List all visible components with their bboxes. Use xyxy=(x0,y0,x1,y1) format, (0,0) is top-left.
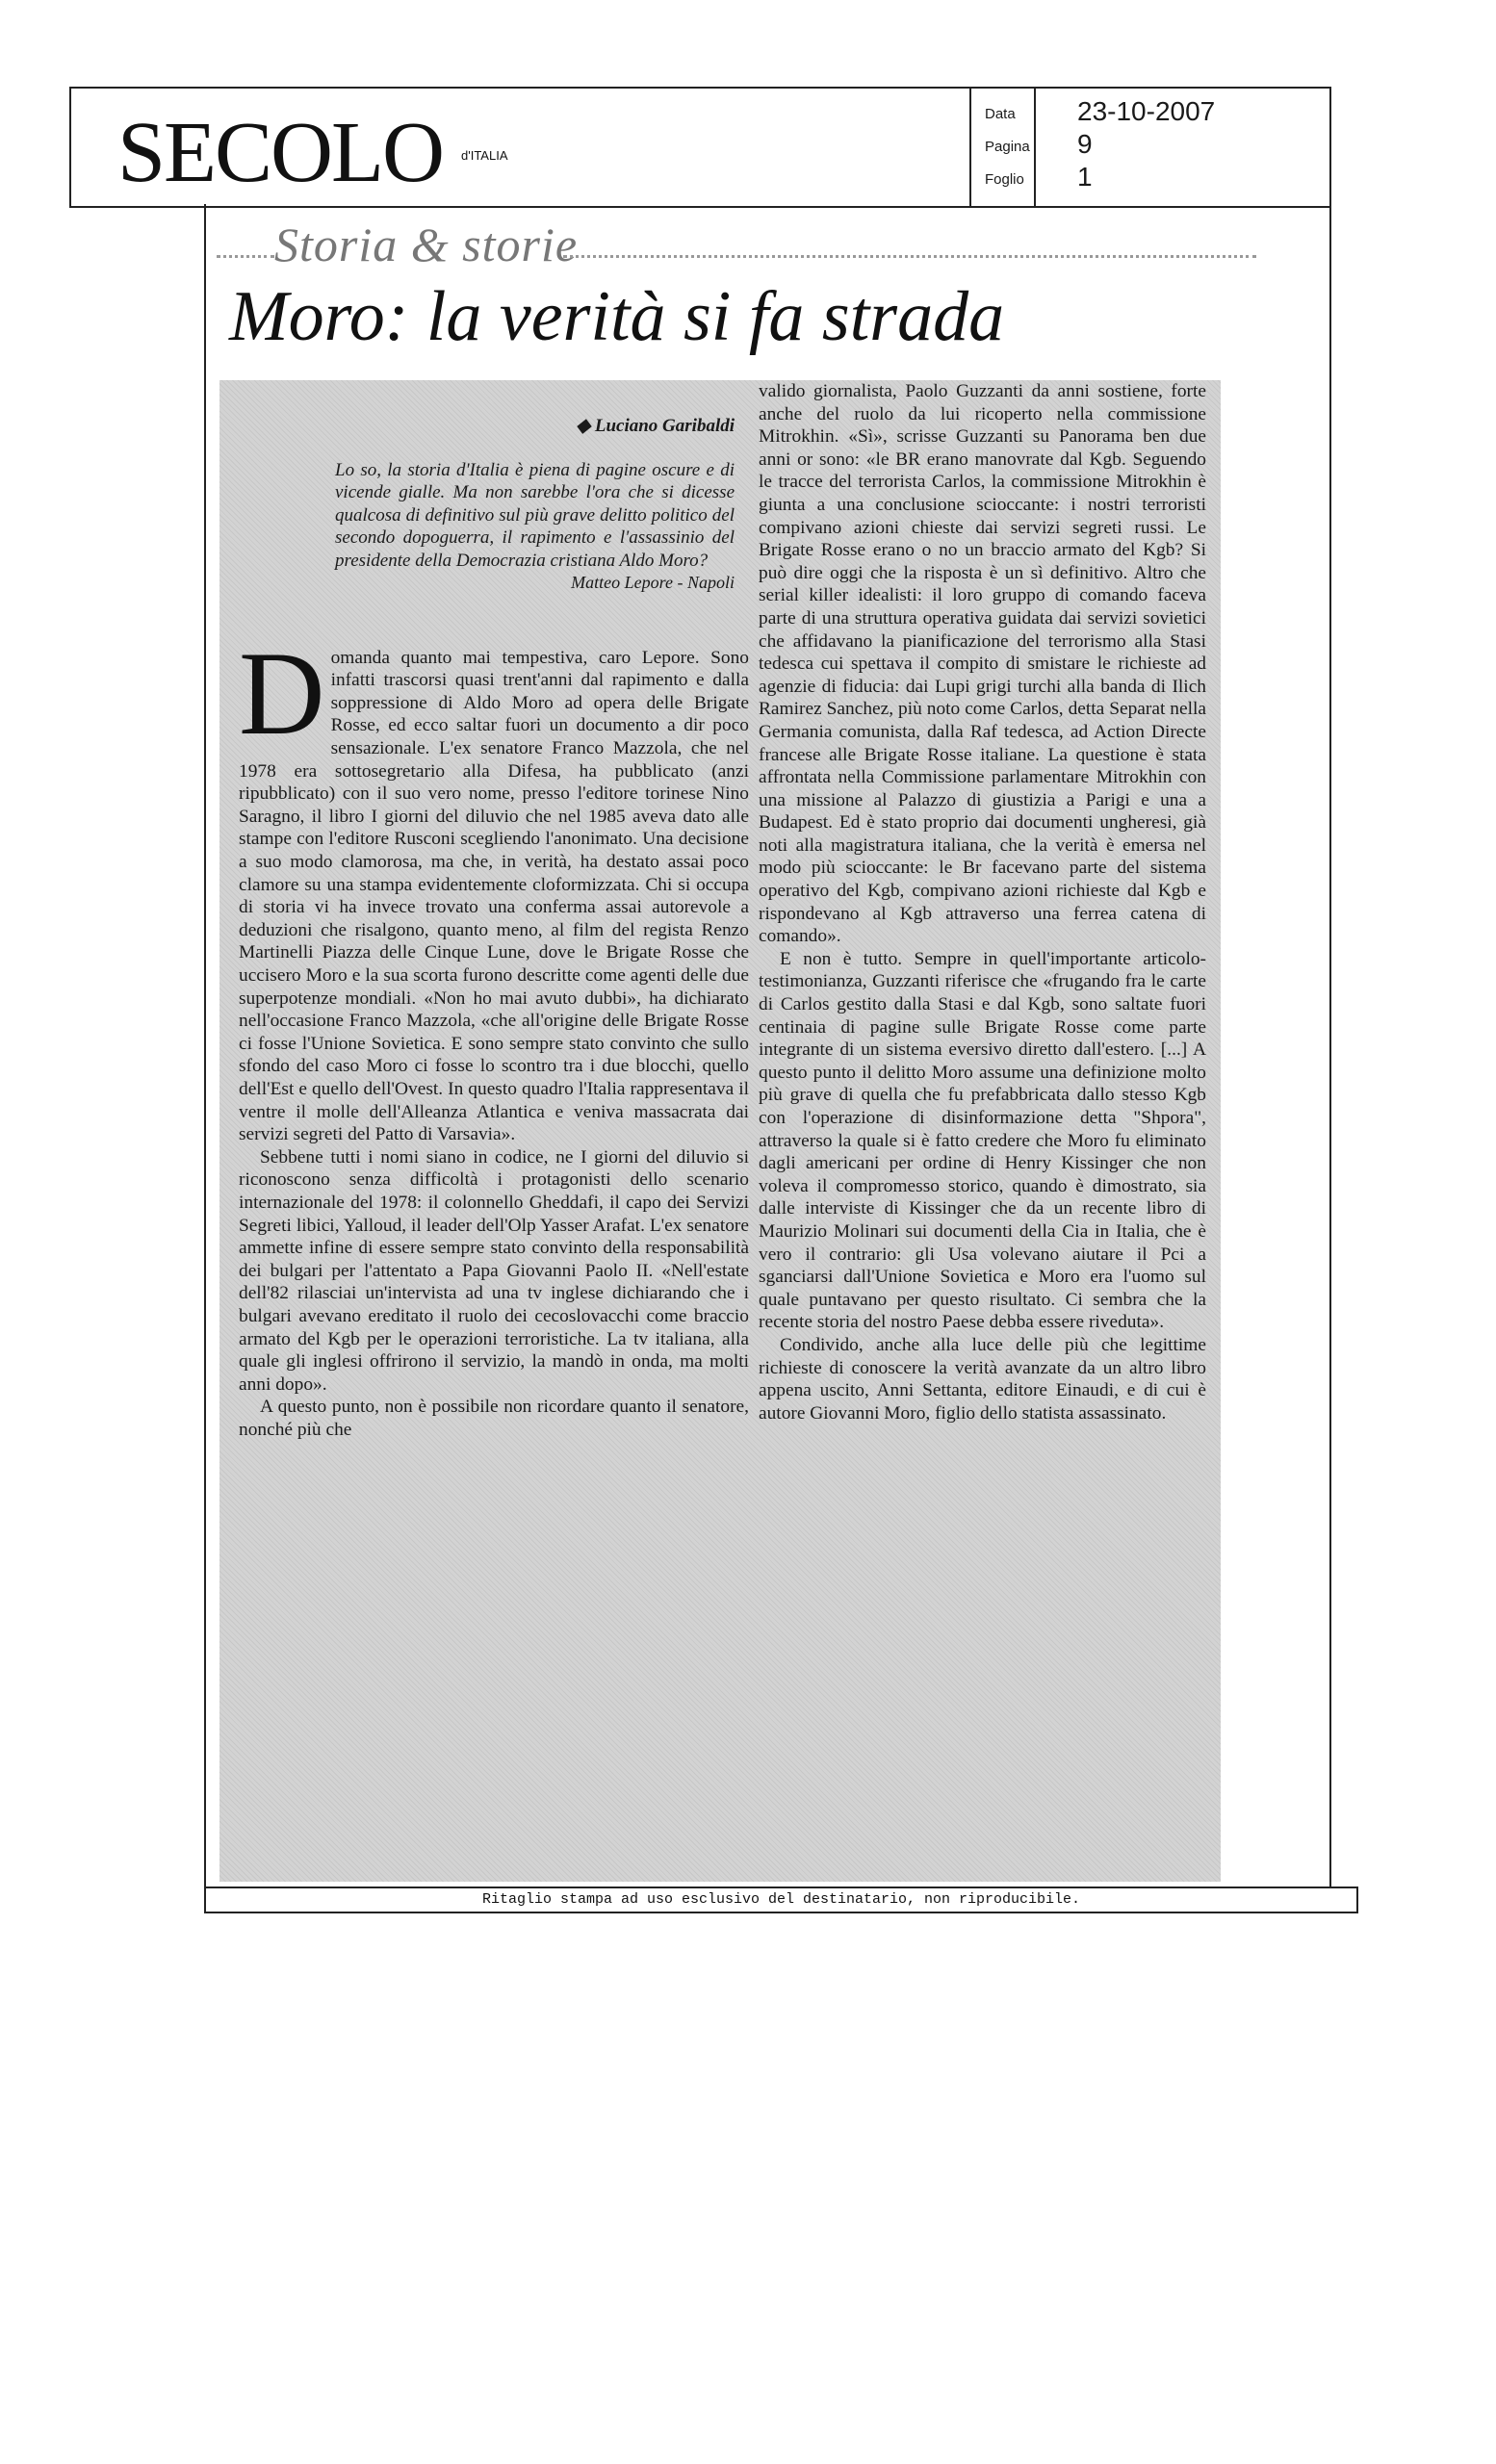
drop-cap: D xyxy=(239,627,325,759)
article-column-left xyxy=(239,380,749,1441)
article-headline: Moro: la verità si fa strada xyxy=(229,277,1005,356)
article-paragraph: valido giornalista, Paolo Guzzanti da anni sostiene, forte anche del ruolo da lui ricoperto nella commissione Mitrokhin. «Sì», scrisse Guzzanti su Panorama ben due anni or sono: «le BR erano manovrate dal Kgb. Seguendo le tracce del terrorista Carlos, la commissione Mitrokhin è giunta a una conclusione scioccante: i nostri terroristi compivano azioni chieste dai servizi segreti russi. Le Brigate Rosse erano o no un braccio armato del Kgb? Si può dire oggi che la risposta è un sì definitivo. Altro che serial killer idealisti: il loro gruppo di comando faceva parte di una struttura operativa guidata dai servizi sovietici che affidavano la pianificazione del terrorismo alla Stasi tedesca cui spettava il compito di smistare le richieste ad agenzie di fiducia: dai Lupi grigi turchi alla banda di Ilich Ramirez Sanchez, più noto come Carlos, detta Separat nella Germania comunista, dalla Raf tedesca, ad Action Directe francese alle Brigate Rosse italiane. La questione è stata affrontata nella Commissione parlamentare Mitrokhin con una missione al Palazzo di giustizia a Parigi e una a Budapest. Ed è stato proprio dai documenti ungheresi, già noti alla magistratura italiana, che la verità è emersa nel modo più scioccante: le Br facevano parte del sistema operativo del Kgb, compivano azioni richieste dal Kgb e rispondevano al Kgb attraverso una ferrea catena di comando». xyxy=(759,381,1206,947)
reproduction-notice: Ritaglio stampa ad uso esclusivo del destinatario, non riproducibile. xyxy=(204,1886,1358,1913)
article-column-right xyxy=(759,380,1206,1424)
meta-page xyxy=(985,129,1093,159)
reader-letter: Lo so, la storia d'Italia è piena di pagine oscure e di vicende gialle. Ma non sarebbe l'ora che si dicesse qualcosa di definitivo sul più grave delitto politico del secondo dopoguerra, il rapimento e l'assassinio del presidente della Democrazia cristiana Aldo Moro? xyxy=(335,459,735,571)
article-text-left xyxy=(239,627,749,1442)
kicker-rule-left xyxy=(217,255,274,258)
article-paragraph: E non è tutto. Sempre in quell'importante articolo-testimonianza, Guzzanti riferisce che «frugando fra le carte di Carlos gestito dalla Stasi e dal Kgb, sono saltate fuori centinaia di pagine sulle Brigate Rosse come parte integrante di un sistema eversivo diretto dall'estero. [...] A questo punto il delitto Moro assume una definizione molto più grave di quella che fu prefabbricata dallo stesso Kgb con l'operazione di disinformazione detta "Shpora", attraverso la quale si è fatto credere che Moro fu eliminato dagli americani per ordine di Henry Kissinger che non voleva il compromesso storico, quando è dimostrato, sia dalle interviste di Kissinger che da un recente libro di Maurizio Molinari sui documenti della Cia in Italia, che è vero il contrario: gli Usa volevano aiutare il Pci a sganciarsi dall'Unione Sovietica e Moro era l'uomo sul quale puntavano per questo risultato. Ci sembra che la recente storia del nostro Paese debba essere riveduta». xyxy=(759,948,1206,1333)
meta-page-value: 9 xyxy=(1077,129,1093,159)
reader-signature: Matteo Lepore - Napoli xyxy=(571,573,735,593)
article-paragraph: Sebbene tutti i nomi siano in codice, ne I giorni del diluvio si riconoscono senza difficoltà i protagonisti dello scenario internazionale del 1978: il colonnello Gheddafi, il capo dei Servizi Segreti libici, Yalloud, il leader dell'Olp Yasser Arafat. L'ex senatore ammette infine di essere sempre stato convinto della responsabilità dei bulgari per l'attentato a Papa Giovanni Paolo II. «Nell'estate dell'82 rilasciai un'intervista ad una tv inglese dichiarando che i bulgari avevano ereditato il ruolo dei cecoslovacchi come braccio armato del Kgb per le operazioni terroristiche. La tv italiana, alla quale gli inglesi offrirono il servizio, la mandò in onda, ma molti anni dopo». xyxy=(239,1146,749,1395)
meta-page-label: Pagina xyxy=(985,139,1030,155)
article-paragraph: A questo punto, non è possibile non ricordare quanto il senatore, nonché più che xyxy=(239,1397,749,1440)
newspaper-logo-suffix: d'ITALIA xyxy=(461,148,508,163)
article-paragraph: Condivido, anche alla luce delle più che legittime richieste di conoscere la verità avanzate da un altro libro appena uscito, Anni Settanta, editore Einaudi, e di cui è autore Giovanni Moro, figlio dello statista assassinato. xyxy=(759,1334,1206,1424)
newspaper-logo: SECOLO xyxy=(117,105,444,200)
meta-sheet xyxy=(985,162,1093,192)
section-kicker xyxy=(217,217,1276,284)
article-body xyxy=(219,380,1221,1882)
meta-date xyxy=(985,96,1216,126)
meta-sheet-value: 1 xyxy=(1077,162,1093,192)
meta-sheet-label: Foglio xyxy=(985,171,1024,188)
clipping-metadata xyxy=(969,87,1331,208)
kicker-rule-right xyxy=(563,255,1256,258)
meta-date-label: Data xyxy=(985,106,1016,122)
article-byline: ◆ Luciano Garibaldi xyxy=(576,416,735,436)
meta-date-value: 23-10-2007 xyxy=(1077,96,1216,126)
masthead-box xyxy=(69,87,1036,208)
article-paragraph: omanda quanto mai tempestiva, caro Lepore. Sono infatti trascorsi quasi trent'anni dal rapimento e dalla soppressione di Aldo Moro ad opera delle Brigate Rosse, ed ecco saltar fuori un documento a dir poco sensazionale. L'ex senatore Franco Mazzola, che nel 1978 era sottosegretario alla Difesa, ha pubblicato (anzi ripubblicato) con il suo vero nome, presso l'editore torinese Nino Saragno, il libro I giorni del diluvio che nel 1985 aveva dato alle stampe con l'editore Rusconi scegliendo l'anonimato. Una decisione a suo modo clamorosa, ma che, in verità, ha destato assai poco clamore su una stampa evidentemente cloformizzata. Chi si occupa di storia vi ha invece trovato una conferma assai autorevole a deduzioni che risalgono, quanto meno, al film del regista Renzo Martinelli Piazza delle Cinque Lune, dove le Brigate Rosse che uccisero Moro e la sua scorta furono descritte come agenti delle due superpotenze mondiali. «Non ho mai avuto dubbi», ha dichiarato nell'occasione Franco Mazzola, «che all'origine delle Brigate Rosse ci fosse l'Unione Sovietica. E sono sempre stato convinto che sullo sfondo del caso Moro ci fosse lo scontro tra i due blocchi, quello dell'Est e quello dell'Ovest. In questo quadro l'Italia rappresentava il ventre il molle dell'Alleanza Atlantica e veniva massacrata dai servizi segreti del Patto di Varsavia». xyxy=(239,647,749,1145)
section-kicker-text: Storia & storie xyxy=(274,218,579,271)
